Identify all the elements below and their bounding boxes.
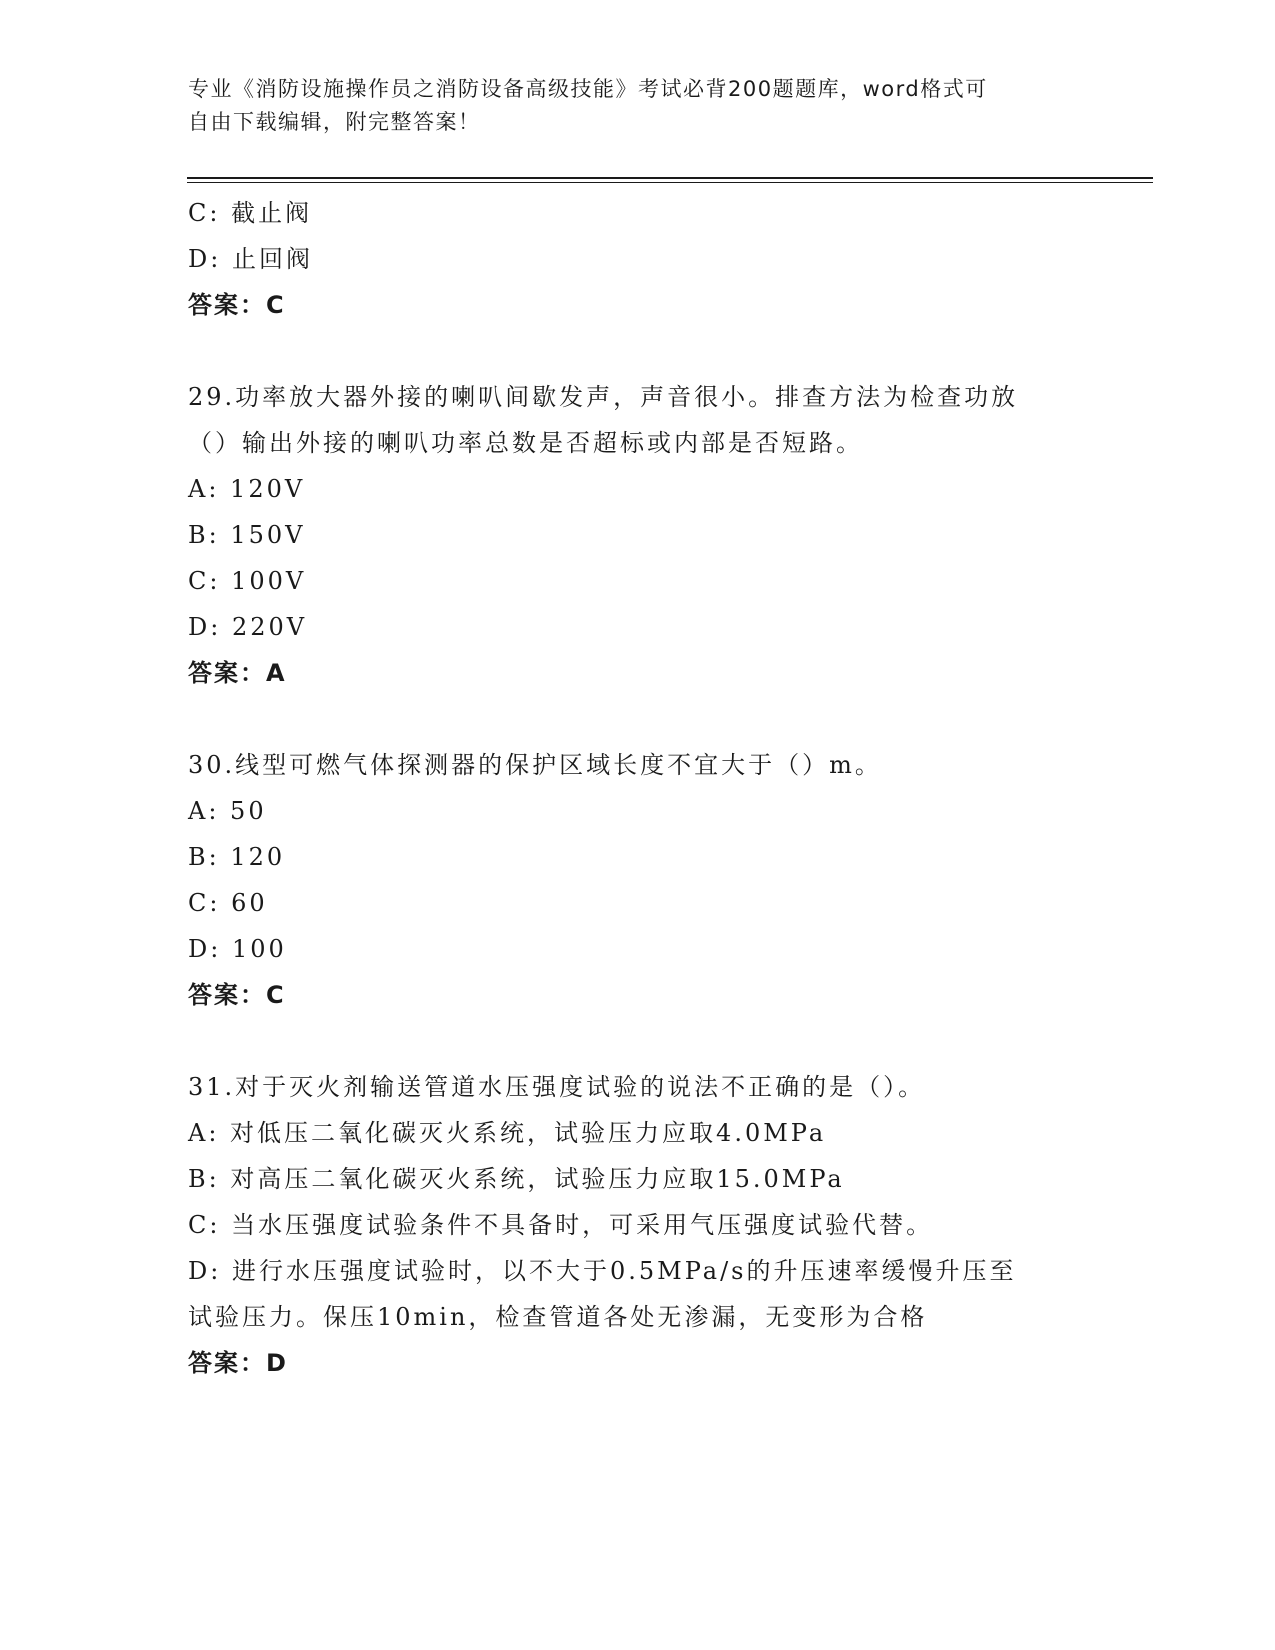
answer: 答案：D <box>188 1349 288 1377</box>
question-content <box>188 190 1088 1386</box>
answer: 答案：C <box>188 981 286 1009</box>
option-b: B: 120 <box>188 843 286 871</box>
option-b: B: 对高压二氧化碳灭火系统，试验压力应取15.0MPa <box>188 1165 845 1193</box>
document-header <box>188 73 1068 139</box>
question-31 <box>188 1064 1088 1386</box>
question-29 <box>188 374 1088 696</box>
header-divider-thick <box>187 177 1153 179</box>
answer: 答案：A <box>188 659 287 687</box>
option-d: D: 100 <box>188 935 287 963</box>
option-d: D: 220V <box>188 613 308 641</box>
question-stem: 29.功率放大器外接的喇叭间歇发声，声音很小。排查方法为检查功放 <box>188 383 1019 411</box>
header-divider-thin <box>187 182 1153 183</box>
spacer <box>188 1018 1088 1064</box>
question-stem-continued: （）输出外接的喇叭功率总数是否超标或内部是否短路。 <box>188 429 863 457</box>
spacer <box>188 696 1088 742</box>
option-a: A: 对低压二氧化碳灭火系统，试验压力应取4.0MPa <box>188 1119 827 1147</box>
prev-option-d: D: 止回阀 <box>188 245 313 273</box>
prev-answer: 答案：C <box>188 291 286 319</box>
option-d: D: 进行水压强度试验时，以不大于0.5MPa/s的升压速率缓慢升压至 <box>188 1257 1017 1285</box>
option-c: C: 100V <box>188 567 307 595</box>
option-d-continued: 试验压力。保压10min，检查管道各处无渗漏，无变形为合格 <box>188 1303 928 1331</box>
option-a: A: 120V <box>188 475 306 503</box>
question-30 <box>188 742 1088 1018</box>
option-c: C: 当水压强度试验条件不具备时，可采用气压强度试验代替。 <box>188 1211 934 1239</box>
question-stem: 31.对于灭火剂输送管道水压强度试验的说法不正确的是（）。 <box>188 1073 926 1101</box>
spacer <box>188 328 1088 374</box>
question-stem: 30.线型可燃气体探测器的保护区域长度不宜大于（）m。 <box>188 751 882 779</box>
header-title-line-1: 专业《消防设施操作员之消防设备高级技能》考试必背200题题库，word格式可 <box>188 77 988 101</box>
option-b: B: 150V <box>188 521 306 549</box>
option-c: C: 60 <box>188 889 268 917</box>
header-title-line-2: 自由下载编辑，附完整答案！ <box>188 110 481 134</box>
option-a: A: 50 <box>188 797 267 825</box>
prev-option-c: C: 截止阀 <box>188 199 313 227</box>
